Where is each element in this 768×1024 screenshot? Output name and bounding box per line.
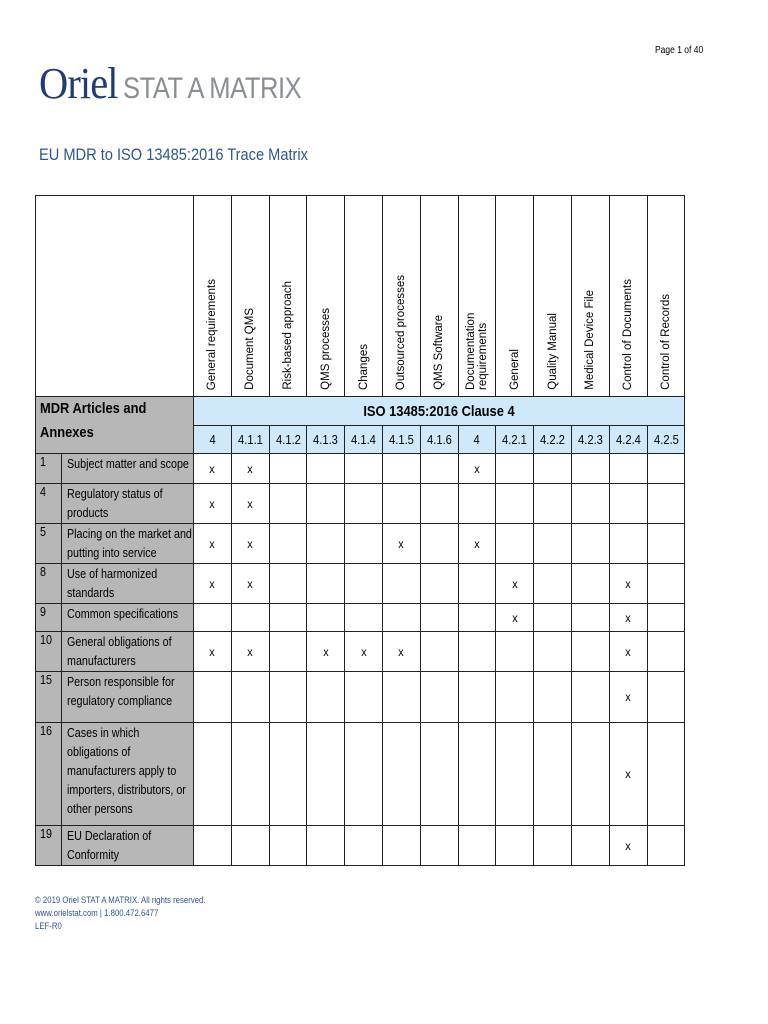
matrix-cell (420, 672, 458, 723)
matrix-cell (571, 723, 609, 826)
matrix-cell (571, 672, 609, 723)
clause-number (534, 426, 572, 454)
matrix-cell (534, 826, 572, 866)
header-blank-cell (36, 196, 194, 397)
article-number: 15 (40, 673, 52, 687)
matrix-cell (420, 524, 458, 564)
article-title-cell (62, 564, 194, 604)
matrix-cell (420, 723, 458, 826)
document-title: EU MDR to ISO 13485:2016 Trace Matrix (39, 145, 308, 164)
article-title-cell (62, 632, 194, 672)
matrix-cell (194, 723, 232, 826)
matrix-cell (231, 826, 269, 866)
column-header-label: Document QMS (244, 308, 257, 390)
article-title: EU Declaration of Conformity (67, 829, 152, 862)
article-number: 4 (40, 485, 46, 499)
matrix-mark: x (398, 644, 405, 659)
matrix-cell (647, 524, 685, 564)
matrix-mark: x (209, 461, 216, 476)
matrix-cell (647, 826, 685, 866)
clause-number (194, 426, 232, 454)
clause-number (269, 426, 307, 454)
table-row (36, 672, 685, 723)
clause-header-label: ISO 13485:2016 Clause 4 (363, 402, 515, 420)
matrix-cell (231, 484, 269, 524)
matrix-cell (345, 454, 383, 484)
footer-contact: www.orielstat.com | 1.800.472.6477 (35, 908, 159, 919)
article-number: 1 (40, 455, 46, 469)
matrix-cell (420, 454, 458, 484)
article-title: Use of harmonized standards (67, 567, 158, 600)
clause-number-label: 4 (209, 432, 216, 447)
matrix-cell (382, 454, 420, 484)
matrix-cell (534, 524, 572, 564)
column-header (307, 196, 345, 397)
article-number-cell (36, 524, 62, 564)
matrix-mark: x (209, 644, 216, 659)
article-title-cell (62, 524, 194, 564)
article-number-cell (36, 723, 62, 826)
matrix-cell (231, 564, 269, 604)
matrix-cell (647, 564, 685, 604)
clause-number (382, 426, 420, 454)
matrix-cell (194, 632, 232, 672)
clause-header-row (36, 397, 685, 426)
matrix-cell (496, 632, 534, 672)
matrix-cell (571, 604, 609, 632)
matrix-cell (609, 632, 647, 672)
matrix-cell (609, 672, 647, 723)
matrix-cell (194, 826, 232, 866)
table-row (36, 484, 685, 524)
matrix-mark: x (625, 576, 631, 591)
matrix-cell (269, 672, 307, 723)
matrix-cell (307, 564, 345, 604)
article-number-cell (36, 604, 62, 632)
matrix-cell (382, 604, 420, 632)
matrix-cell (571, 632, 609, 672)
column-header-label: General (508, 349, 521, 390)
matrix-mark: x (398, 536, 405, 551)
matrix-cell (609, 564, 647, 604)
article-title: General obligations of manufacturers (67, 635, 172, 668)
matrix-cell (307, 484, 345, 524)
matrix-mark: x (247, 576, 253, 591)
mdr-header-label: MDR Articles and Annexes (40, 400, 147, 441)
matrix-cell (647, 632, 685, 672)
logo-brand: Oriel (39, 59, 118, 108)
matrix-cell (534, 632, 572, 672)
column-header-label: Risk-based approach (281, 281, 294, 390)
footer (35, 894, 206, 933)
matrix-mark: x (625, 610, 631, 625)
clause-number-label: 4.1.4 (351, 432, 377, 447)
matrix-cell (345, 524, 383, 564)
table-row (36, 826, 685, 866)
clause-number (496, 426, 534, 454)
matrix-cell (496, 672, 534, 723)
matrix-cell (382, 564, 420, 604)
clause-number-label: 4.1.2 (275, 432, 301, 447)
matrix-mark: x (512, 610, 518, 625)
column-header (420, 196, 458, 397)
article-title: Person responsible for regulatory compliance (67, 675, 175, 708)
matrix-cell (571, 564, 609, 604)
column-header (458, 196, 496, 397)
matrix-cell (231, 454, 269, 484)
matrix-cell (345, 484, 383, 524)
clause-number (647, 426, 685, 454)
matrix-cell (269, 454, 307, 484)
clause-number-label: 4.1.1 (237, 432, 263, 447)
clause-number-label: 4.2.4 (615, 432, 641, 447)
matrix-mark: x (323, 644, 329, 659)
matrix-cell (609, 484, 647, 524)
article-number-cell (36, 826, 62, 866)
article-title: Placing on the market and putting into service (67, 527, 192, 560)
matrix-cell (420, 632, 458, 672)
matrix-cell (609, 604, 647, 632)
column-header (534, 196, 572, 397)
matrix-mark: x (209, 576, 216, 591)
matrix-cell (269, 826, 307, 866)
matrix-cell (458, 454, 496, 484)
matrix-cell (382, 632, 420, 672)
matrix-cell (534, 604, 572, 632)
matrix-cell (382, 672, 420, 723)
clause-number-label: 4.2.2 (540, 432, 566, 447)
footer-code: LEF-R0 (35, 921, 62, 932)
matrix-cell (307, 632, 345, 672)
matrix-cell (307, 454, 345, 484)
matrix-cell (496, 564, 534, 604)
column-header-label: Control of Documents (622, 278, 635, 390)
clause-header (194, 397, 685, 426)
matrix-cell (382, 723, 420, 826)
matrix-cell (231, 632, 269, 672)
article-title: Common specifications (67, 607, 179, 621)
matrix-cell (496, 524, 534, 564)
matrix-cell (458, 604, 496, 632)
clause-number-label: 4 (473, 432, 481, 447)
matrix-cell (345, 604, 383, 632)
matrix-cell (269, 524, 307, 564)
table-row (36, 454, 685, 484)
matrix-cell (647, 672, 685, 723)
matrix-cell (609, 524, 647, 564)
matrix-cell (496, 484, 534, 524)
article-title-cell (62, 826, 194, 866)
matrix-mark: x (474, 461, 480, 476)
article-number: 5 (40, 525, 46, 539)
matrix-cell (345, 564, 383, 604)
matrix-cell (647, 454, 685, 484)
matrix-mark: x (625, 767, 631, 781)
mdr-header (36, 397, 194, 454)
clause-number-label: 4.2.5 (653, 432, 679, 447)
matrix-cell (571, 484, 609, 524)
column-header-label: Control of Records (659, 294, 672, 390)
matrix-cell (534, 454, 572, 484)
clause-number-label: 4.1.5 (388, 432, 414, 447)
article-number-cell (36, 454, 62, 484)
article-number: 16 (40, 724, 52, 738)
clause-number (571, 426, 609, 454)
clause-number-label: 4.1.3 (313, 432, 339, 447)
footer-copyright: © 2019 Oriel STAT A MATRIX. All rights reserved. (35, 895, 206, 906)
article-number: 10 (40, 633, 52, 647)
article-number: 19 (40, 827, 52, 841)
matrix-mark: x (247, 644, 253, 659)
matrix-cell (269, 484, 307, 524)
matrix-cell (534, 672, 572, 723)
article-title-cell (62, 672, 194, 723)
matrix-cell (609, 454, 647, 484)
article-title-cell (62, 604, 194, 632)
matrix-cell (496, 826, 534, 866)
matrix-cell (345, 632, 383, 672)
matrix-cell (534, 723, 572, 826)
article-number-cell (36, 632, 62, 672)
column-header (609, 196, 647, 397)
matrix-mark: x (625, 690, 631, 704)
page-number: Page 1 of 40 (655, 45, 704, 56)
matrix-cell (647, 484, 685, 524)
matrix-mark: x (247, 496, 253, 511)
matrix-cell (269, 564, 307, 604)
article-title-cell (62, 484, 194, 524)
matrix-cell (420, 604, 458, 632)
article-title: Regulatory status of products (67, 487, 163, 520)
matrix-cell (496, 723, 534, 826)
table-row (36, 604, 685, 632)
matrix-cell (420, 484, 458, 524)
matrix-cell (307, 826, 345, 866)
column-header (496, 196, 534, 397)
matrix-cell (609, 723, 647, 826)
matrix-mark: x (625, 838, 631, 853)
matrix-mark: x (247, 536, 253, 551)
matrix-cell (458, 723, 496, 826)
clause-number-label: 4.2.3 (577, 432, 603, 447)
matrix-cell (307, 604, 345, 632)
matrix-cell (382, 524, 420, 564)
matrix-cell (194, 672, 232, 723)
clause-number (307, 426, 345, 454)
article-title: Cases in which obligations of manufacturers apply to importers, distributors, or other persons (67, 726, 186, 816)
column-header (345, 196, 383, 397)
matrix-cell (571, 826, 609, 866)
matrix-mark: x (512, 576, 518, 591)
clause-number (420, 426, 458, 454)
matrix-cell (571, 454, 609, 484)
matrix-mark: x (209, 536, 216, 551)
matrix-mark: x (474, 536, 480, 551)
matrix-cell (345, 826, 383, 866)
column-header-label: Documentation requirements (464, 312, 489, 390)
clause-number (609, 426, 647, 454)
table-row (36, 564, 685, 604)
matrix-cell (458, 672, 496, 723)
clause-number-label: 4.2.1 (502, 432, 528, 447)
column-header-label: Outsourced processes (395, 274, 408, 390)
matrix-cell (420, 564, 458, 604)
matrix-cell (647, 604, 685, 632)
matrix-cell (647, 723, 685, 826)
column-header (231, 196, 269, 397)
article-title-cell (62, 723, 194, 826)
matrix-cell (307, 672, 345, 723)
article-number: 8 (40, 565, 46, 579)
matrix-cell (458, 564, 496, 604)
company-logo (39, 58, 333, 109)
clause-number-label: 4.1.6 (426, 432, 452, 447)
matrix-cell (345, 672, 383, 723)
column-header-label: QMS processes (319, 308, 332, 390)
column-header (382, 196, 420, 397)
matrix-mark: x (247, 461, 253, 476)
column-header (194, 196, 232, 397)
matrix-cell (571, 524, 609, 564)
matrix-cell (420, 826, 458, 866)
column-header-label: General requirements (206, 278, 219, 390)
matrix-cell (269, 604, 307, 632)
matrix-cell (609, 826, 647, 866)
matrix-cell (496, 604, 534, 632)
matrix-cell (231, 723, 269, 826)
matrix-cell (307, 524, 345, 564)
clause-number (231, 426, 269, 454)
column-header (647, 196, 685, 397)
matrix-cell (345, 723, 383, 826)
column-header-label: Medical Device File (584, 290, 597, 390)
clause-number (345, 426, 383, 454)
column-header-label: Changes (357, 343, 370, 390)
matrix-cell (194, 454, 232, 484)
matrix-cell (382, 484, 420, 524)
column-header-row (36, 196, 685, 397)
matrix-mark: x (360, 644, 367, 659)
matrix-mark: x (209, 496, 216, 511)
matrix-cell (534, 484, 572, 524)
matrix-cell (382, 826, 420, 866)
matrix-cell (194, 484, 232, 524)
matrix-cell (231, 672, 269, 723)
matrix-cell (231, 524, 269, 564)
article-number-cell (36, 564, 62, 604)
matrix-cell (194, 604, 232, 632)
article-number-cell (36, 672, 62, 723)
logo-subtitle: STAT A MATRIX (122, 72, 302, 105)
matrix-cell (269, 723, 307, 826)
matrix-cell (194, 564, 232, 604)
table-row (36, 524, 685, 564)
matrix-cell (458, 524, 496, 564)
matrix-cell (307, 723, 345, 826)
matrix-mark: x (625, 644, 631, 659)
matrix-cell (458, 632, 496, 672)
column-header-label: Quality Manual (546, 313, 559, 390)
article-number: 9 (40, 605, 46, 619)
matrix-cell (496, 454, 534, 484)
article-title-cell (62, 454, 194, 484)
table-row (36, 723, 685, 826)
column-header-label: QMS Software (433, 315, 446, 390)
table-row (36, 632, 685, 672)
matrix-cell (231, 604, 269, 632)
matrix-cell (458, 484, 496, 524)
matrix-cell (194, 524, 232, 564)
trace-matrix-table (35, 195, 685, 866)
matrix-cell (534, 564, 572, 604)
matrix-cell (269, 632, 307, 672)
matrix-cell (458, 826, 496, 866)
clause-number (458, 426, 496, 454)
column-header (269, 196, 307, 397)
column-header (571, 196, 609, 397)
article-title: Subject matter and scope (67, 457, 189, 471)
article-number-cell (36, 484, 62, 524)
